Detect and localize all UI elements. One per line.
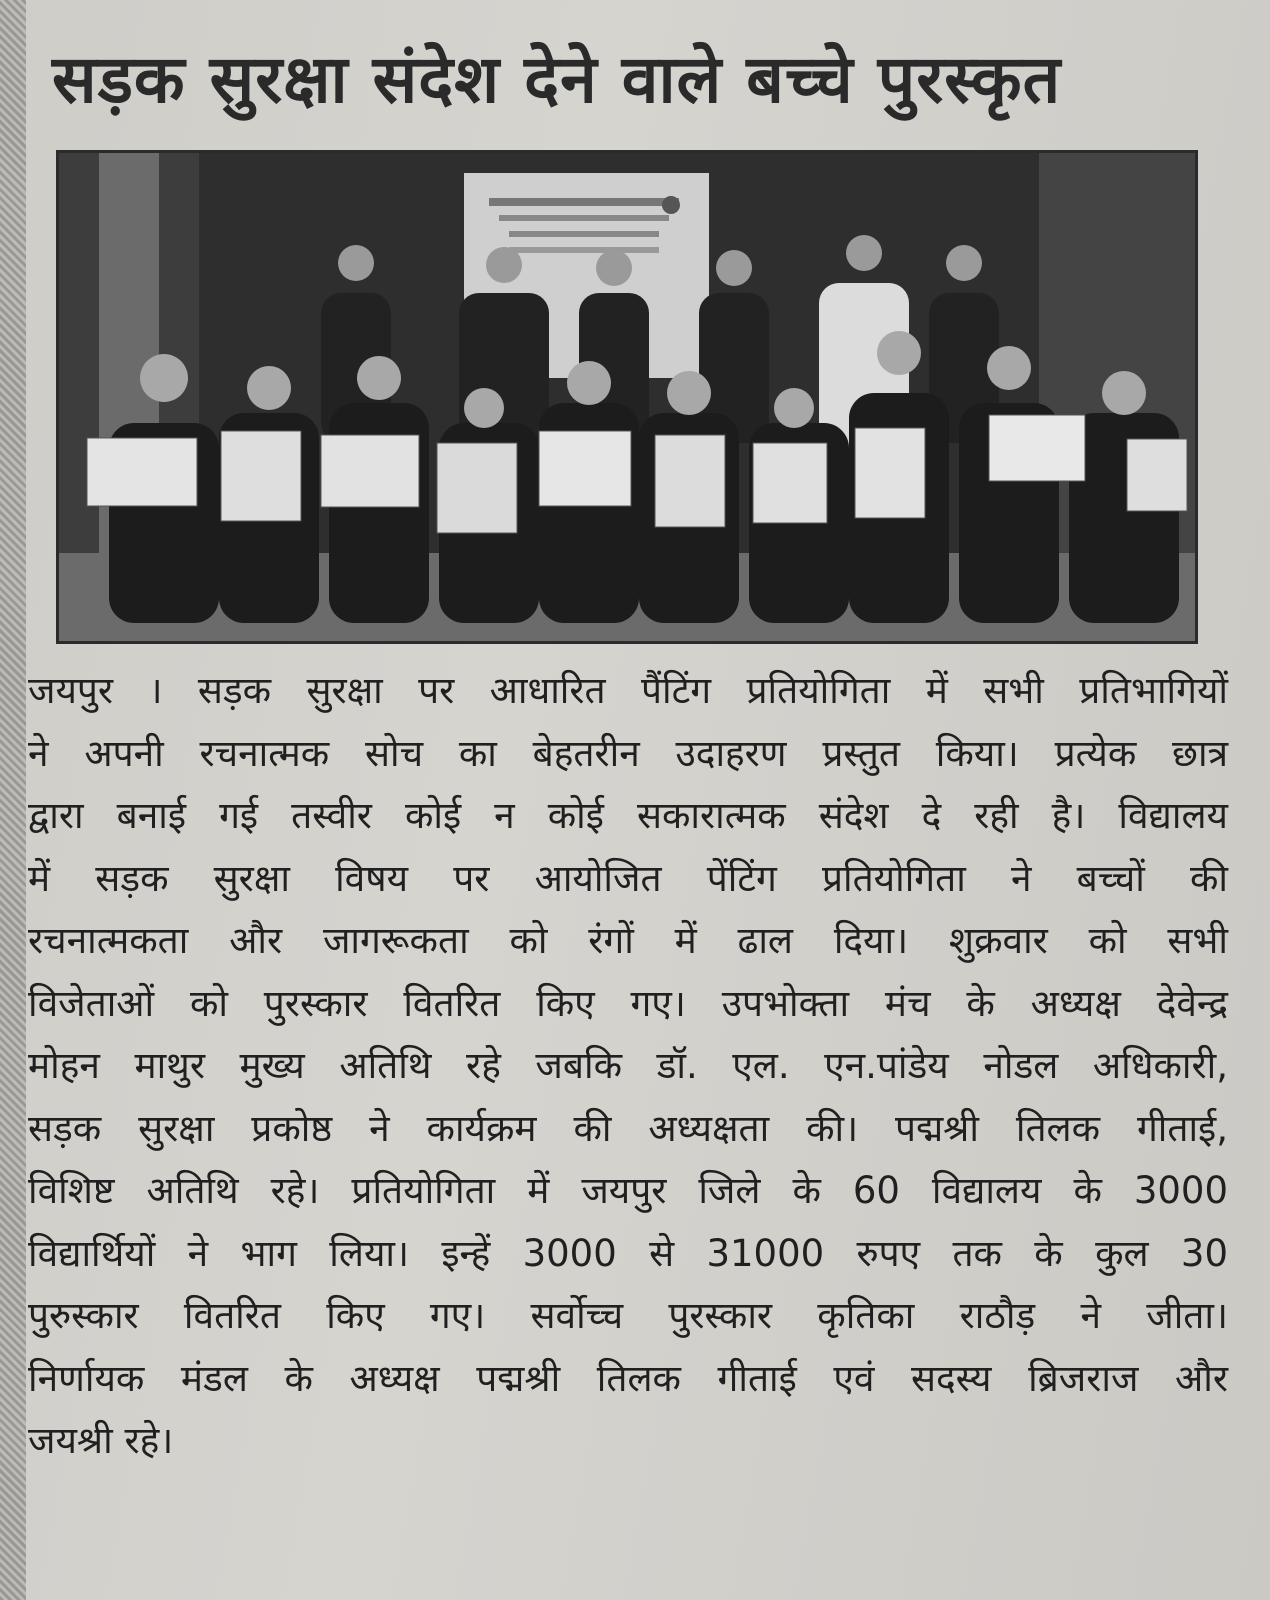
article-line: निर्णायक मंडल के अध्यक्ष पद्मश्री तिलक गीताई एवं सदस्य ब्रिजराज और <box>28 1356 1228 1400</box>
article-line: विद्यार्थियों ने भाग लिया। इन्हें 3000 से 31000 रुपए तक के कुल 30 <box>28 1231 1228 1275</box>
article-line: विजेताओं को पुरस्कार वितरित किए गए। उपभोक्ता मंच के अध्यक्ष देवेन्द्र <box>28 981 1228 1025</box>
article-line: विशिष्ट अतिथि रहे। प्रतियोगिता में जयपुर जिले के 60 विद्यालय के 3000 <box>28 1169 1228 1212</box>
article-line: ने अपनी रचनात्मक सोच का बेहतरीन उदाहरण प्रस्तुत किया। प्रत्येक छात्र <box>28 731 1228 775</box>
article-line: जयश्री रहे। <box>28 1419 174 1462</box>
article-line: मोहन माथुर मुख्य अतिथि रहे जबकि डॉ. एल. एन.पांडेय नोडल अधिकारी, <box>28 1044 1228 1087</box>
article-line: सड़क सुरक्षा प्रकोष्ठ ने कार्यक्रम की अध्यक्षता की। पद्मश्री तिलक गीताई, <box>28 1106 1228 1150</box>
article-line: जयपुर । सड़क सुरक्षा पर आधारित पैंटिंग प्रतियोगिता में सभी प्रतिभागियों <box>28 669 1228 712</box>
article-line: पुरुस्कार वितरित किए गए। सर्वोच्च पुरस्कार कृतिका राठौड़ ने जीता। <box>28 1294 1228 1337</box>
award-ceremony-photo <box>59 153 1195 641</box>
article-headline: सड़क सुरक्षा संदेश देने वाले बच्चे पुरस्कृत <box>52 41 1062 118</box>
article-line: द्वारा बनाई गई तस्वीर कोई न कोई सकारात्मक संदेश दे रही है। विद्यालय <box>28 794 1228 837</box>
article-body <box>28 660 1228 1473</box>
article-line: रचनात्मकता और जागरूकता को रंगों में ढाल दिया। शुक्रवार को सभी <box>28 919 1228 962</box>
page-edge-shadow <box>0 0 26 1600</box>
article-line: में सड़क सुरक्षा विषय पर आयोजित पेंटिंग प्रतियोगिता ने बच्चों की <box>28 856 1228 900</box>
news-photo <box>56 150 1198 644</box>
